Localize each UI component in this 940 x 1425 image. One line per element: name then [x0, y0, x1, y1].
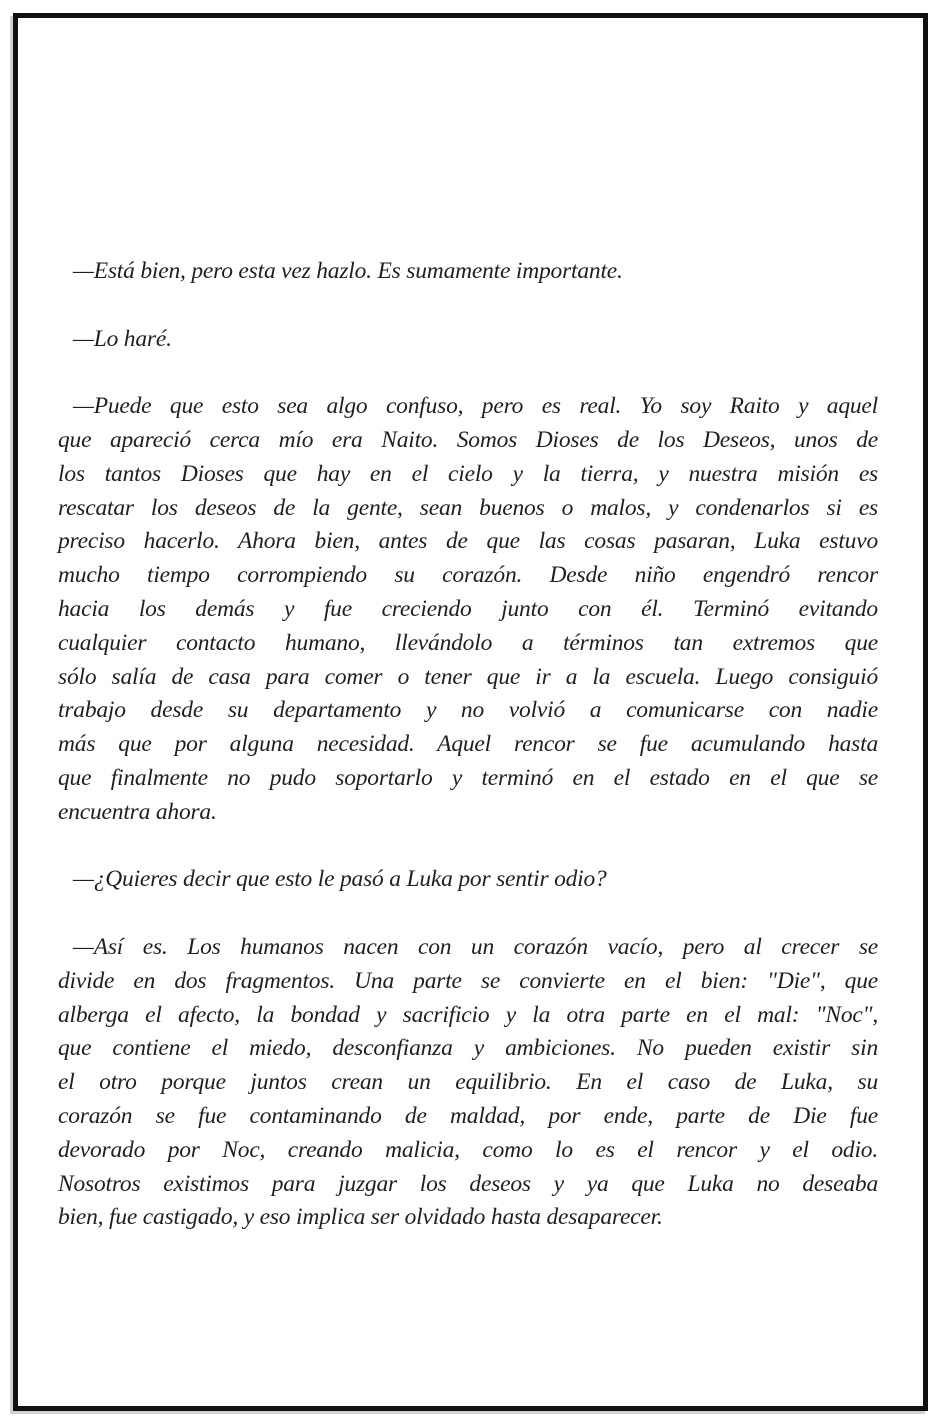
- paragraph: [58, 323, 878, 357]
- paragraph: [58, 863, 878, 897]
- text-line: —Está bien, pero esta vez hazlo. Es sumamente importante.: [73, 258, 623, 284]
- paragraph: [58, 931, 878, 1235]
- text-line: hacia los demás y fue creciendo junto con él. Terminó evitando: [58, 595, 878, 622]
- text-line: Nosotros existimos para juzgar los deseos y ya que Luka no deseaba: [58, 1170, 878, 1197]
- text-line: —¿Quieres decir que esto le pasó a Luka por sentir odio?: [73, 866, 607, 893]
- text-line: cualquier contacto humano, llevándolo a términos tan extremos que: [58, 629, 878, 656]
- text-line: alberga el afecto, la bondad y sacrificio y la otra parte en el mal: "Noc",: [58, 1001, 878, 1028]
- text-line: corazón se fue contaminando de maldad, por ende, parte de Die fue: [58, 1102, 878, 1129]
- text-line: bien, fue castigado, y eso implica ser olvidado hasta desaparecer.: [58, 1204, 663, 1231]
- text-line: rescatar los deseos de la gente, sean buenos o malos, y condenarlos si es: [58, 494, 878, 521]
- text-line: que finalmente no pudo soportarlo y terminó en el estado en el que se: [58, 764, 878, 791]
- text-line: sólo salía de casa para comer o tener que ir a la escuela. Luego consiguió: [58, 663, 878, 690]
- paragraph: [58, 255, 878, 289]
- text-line: que apareció cerca mío era Naito. Somos Dioses de los Deseos, unos de: [58, 426, 878, 453]
- text-line: los tantos Dioses que hay en el cielo y la tierra, y nuestra misión es: [58, 460, 878, 487]
- text-line: divide en dos fragmentos. Una parte se convierte en el bien: "Die", que: [58, 967, 878, 994]
- text-line: el otro porque juntos crean un equilibrio. En el caso de Luka, su: [58, 1069, 878, 1096]
- text-line: devorado por Noc, creando malicia, como lo es el rencor y el odio.: [58, 1136, 878, 1163]
- text-line: mucho tiempo corrompiendo su corazón. Desde niño engendró rencor: [58, 562, 878, 589]
- text-block: [58, 255, 878, 1235]
- text-line: —Lo haré.: [73, 325, 172, 352]
- text-line: más que por alguna necesidad. Aquel rencor se fue acumulando hasta: [58, 731, 878, 758]
- text-line: encuentra ahora.: [58, 798, 217, 825]
- paragraph: [58, 390, 878, 829]
- text-line: —Puede que esto sea algo confuso, pero es real. Yo soy Raito y aquel: [73, 393, 878, 420]
- text-line: preciso hacerlo. Ahora bien, antes de que las cosas pasaran, Luka estuvo: [58, 528, 878, 555]
- text-line: trabajo desde su departamento y no volvió a comunicarse con nadie: [58, 697, 878, 724]
- text-line: que contiene el miedo, desconfianza y ambiciones. No pueden existir sin: [58, 1035, 878, 1062]
- text-line: —Así es. Los humanos nacen con un corazón vacío, pero al crecer se: [73, 933, 878, 960]
